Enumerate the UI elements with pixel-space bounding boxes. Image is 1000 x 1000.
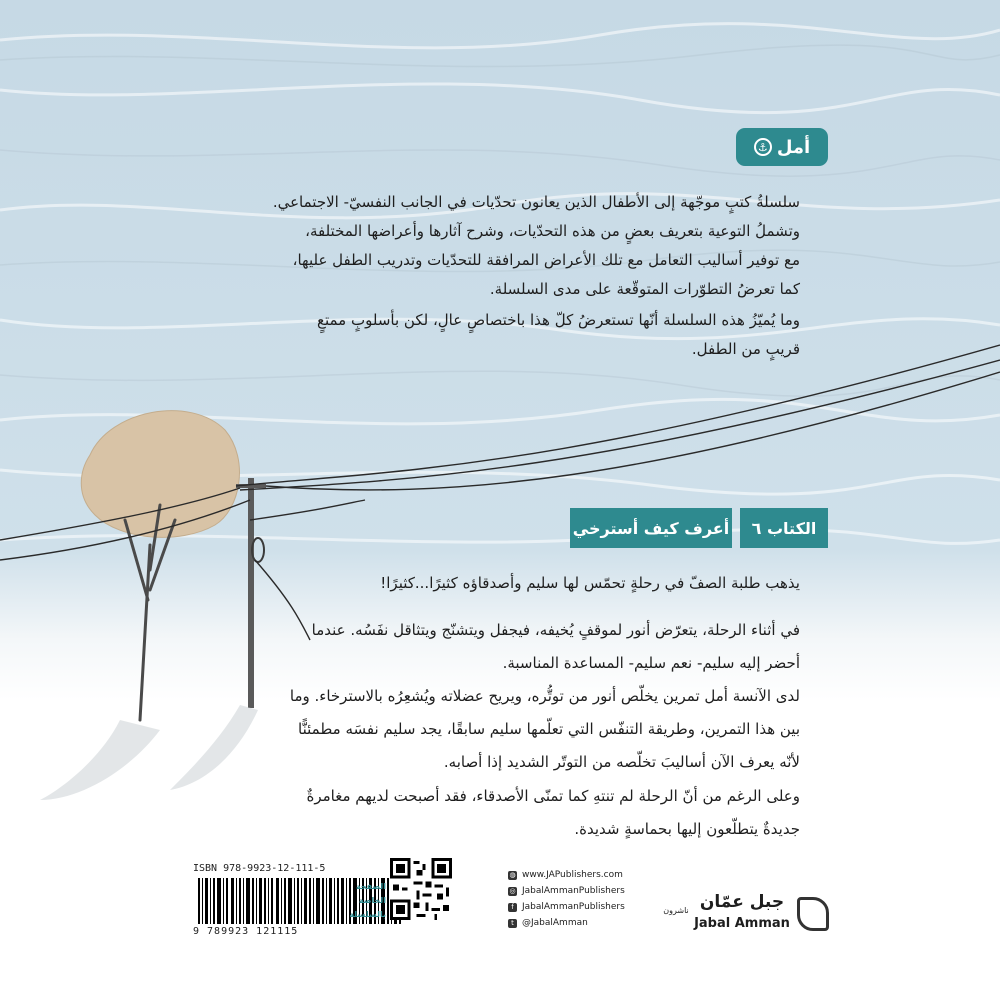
twitter-handle[interactable]: @JabalAmman: [522, 918, 588, 928]
story-paragraph-4: [190, 780, 800, 846]
caption-line: الصفحة: [355, 882, 386, 891]
caption-line: بالسلسلة: [349, 910, 386, 919]
publisher-contacts: [508, 867, 625, 931]
story-line: أحضر إليه سليم- نعم سليم- المساعدة المناسبة.: [502, 654, 800, 672]
series-logo-badge: [736, 128, 828, 166]
story-line: وعلى الرغم من أنّ الرحلة لم تنتهِ كما تمنّى الأصدقاء، فقد أصبحت لديهم مغامرةٌ: [306, 787, 800, 805]
story-paragraph-2: [190, 614, 800, 680]
book-title-badge: أعرف كيف أسترخي: [570, 508, 732, 548]
publisher-arabic-name: جبل عمّان: [699, 892, 785, 912]
instagram-icon: ◎: [509, 887, 516, 895]
series-page-caption: [349, 880, 386, 922]
caption-line: الخاصة: [358, 896, 386, 905]
book-number-badge: الكتاب ٦: [740, 508, 828, 548]
publisher-sub-label: ناشرون: [663, 906, 689, 915]
isbn-digits: 9 789923 121115: [193, 926, 299, 937]
facebook-icon: f: [508, 903, 517, 912]
story-line: جديدةٌ يتطلّعون إليها بحماسةٍ شديدة.: [574, 820, 800, 838]
anchor-person-icon: ⚓: [754, 138, 772, 156]
series-intro-paragraph: [160, 188, 800, 304]
intro-line: مع توفير أساليب التعامل مع تلك الأعراض المرافقة للتحدّيات وتدريب الطفل عليها،: [292, 251, 800, 269]
intro-line: قريبٍ من الطفل.: [691, 340, 800, 358]
story-line: يذهب طلبة الصفّ في رحلةٍ تحمّس لها سليم وأصدقاؤه كثيرًا...كثيرًا!: [380, 574, 800, 592]
isbn-label: ISBN 978-9923-12-111-5: [193, 863, 326, 874]
publisher-mark-icon: [797, 897, 829, 931]
twitter-icon: t: [508, 919, 517, 928]
website-link[interactable]: www.JAPublishers.com: [522, 870, 623, 880]
series-name: أمل: [776, 136, 811, 158]
publisher-latin-name: Jabal Amman: [694, 916, 790, 931]
intro-line: وتشملُ التوعية بتعريف بعضٍ من هذه التحدّيات، وشرح آثارها وأعراضها المختلفة،: [305, 222, 800, 240]
story-paragraph-3: [190, 680, 800, 779]
qr-code[interactable]: [390, 858, 452, 920]
story-line: في أثناء الرحلة، يتعرّض أنور لموقفٍ يُخيفه، فيجفل ويتشنّج ويتثاقل نفَسُه. عندما: [311, 621, 800, 639]
instagram-handle[interactable]: JabalAmmanPublishers: [522, 886, 625, 896]
intro-line: كما تعرضُ التطوّرات المتوقّعة على مدى السلسلة.: [489, 280, 800, 298]
intro-line: وما يُميّزُ هذه السلسلة أنّها تستعرضُ كلّ هذا باختصاصٍ عالٍ، لكن بأسلوبٍ ممتعٍ: [317, 311, 800, 329]
facebook-handle[interactable]: JabalAmmanPublishers: [522, 902, 625, 912]
story-line: لأنّه يعرف الآن أساليبَ تخلّصه من التوتّر الشديد إذا أصابه.: [443, 753, 800, 771]
publisher-logo: [662, 892, 832, 937]
globe-icon: ◍: [509, 871, 516, 879]
series-distinction-paragraph: [160, 306, 800, 364]
story-line: بين هذا التمرين، وطريقة التنفّس التي تعلّمها سليم سابقًا، يجد سليم نفسَه مطمئنًّا: [298, 720, 800, 738]
story-paragraph-1: [190, 567, 800, 600]
story-line: لدى الآنسة أمل تمرين يخلّص أنور من توتُّره، ويريح عضلاته ويُشعِرُه بالاسترخاء. وما: [289, 687, 800, 705]
intro-line: سلسلةُ كتبٍ موجّهة إلى الأطفال الذين يعانون تحدّيات في الجانب النفسيّ- الاجتماعي.: [272, 193, 800, 211]
